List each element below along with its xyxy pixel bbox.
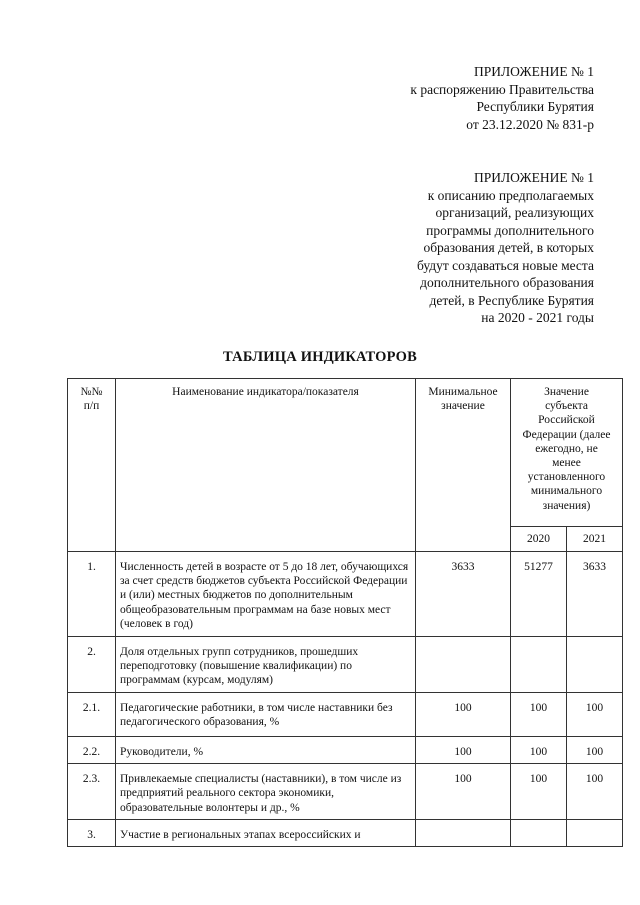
table-row <box>68 693 623 737</box>
row-number: 2. <box>68 637 116 693</box>
row-min-value: 3633 <box>416 552 511 637</box>
row-min-value: 100 <box>416 737 511 764</box>
table-title: ТАБЛИЦА ИНДИКАТОРОВ <box>223 349 417 365</box>
row-number: 2.1. <box>68 693 116 737</box>
appendix-line: ПРИЛОЖЕНИЕ № 1 <box>473 170 594 185</box>
row-indicator-name: Педагогические работники, в том числе наставники без педагогического образования, % <box>116 693 416 737</box>
row-value-2021: 3633 <box>567 552 623 637</box>
appendix-line: к распоряжению Правительства <box>410 81 594 97</box>
row-value-2020: 100 <box>511 737 567 764</box>
header-min-value: Минимальное значение <box>416 379 511 552</box>
row-value-2020: 100 <box>511 764 567 820</box>
header-indicator-name: Наименование индикатора/показателя <box>116 379 416 552</box>
header-year-2020: 2020 <box>511 527 567 552</box>
row-indicator-name: Руководители, % <box>116 737 416 764</box>
row-value-2021 <box>567 637 623 693</box>
appendix-line: будут создаваться новые места <box>416 257 594 273</box>
row-value-2021: 100 <box>567 737 623 764</box>
appendix-line: организаций, реализующих <box>435 205 594 220</box>
row-min-value: 100 <box>416 764 511 820</box>
row-min-value <box>416 820 511 847</box>
row-value-2020 <box>511 637 567 693</box>
row-indicator-name: Участие в региональных этапах всероссийских и <box>116 820 416 847</box>
row-indicator-name: Привлекаемые специалисты (наставники), в том числе из предприятий реального сектора экономики, образовательные волонтеры и др., % <box>116 764 416 820</box>
row-indicator-name: Доля отдельных групп сотрудников, прошедших переподготовку (повышение квалификации) по программам (курсам, модулям) <box>116 637 416 693</box>
table-row <box>68 820 623 847</box>
appendix-line: к описанию предполагаемых <box>427 187 594 203</box>
appendix-line: на 2020 - 2021 годы <box>481 310 594 325</box>
header-year-2021: 2021 <box>567 527 623 552</box>
indicators-table <box>67 378 623 847</box>
table-row <box>68 737 623 764</box>
row-min-value: 100 <box>416 693 511 737</box>
row-indicator-name: Численность детей в возрасте от 5 до 18 лет, обучающихся за счет средств бюджетов субъекта Российской Федерации и (или) местных бюджетов по дополнительным общеобразовательным программам на базе новых мест (человек в год) <box>116 552 416 637</box>
appendix-line: от 23.12.2020 № 831-р <box>466 116 594 132</box>
appendix-line: программы дополнительного <box>426 222 594 238</box>
header-number: №№ п/п <box>68 379 116 552</box>
row-number: 1. <box>68 552 116 637</box>
row-number: 2.2. <box>68 737 116 764</box>
row-min-value <box>416 637 511 693</box>
row-number: 3. <box>68 820 116 847</box>
appendix-header-1 <box>410 63 594 133</box>
row-value-2020 <box>511 820 567 847</box>
appendix-line: детей, в Республике Бурятия <box>429 292 594 308</box>
table-row <box>68 637 623 693</box>
row-value-2021 <box>567 820 623 847</box>
header-region-value: Значение субъекта Российской Федерации (далее ежегодно, не менее установленного минимального значения) <box>511 379 623 527</box>
table-row <box>68 764 623 820</box>
row-value-2021: 100 <box>567 693 623 737</box>
row-number: 2.3. <box>68 764 116 820</box>
appendix-line: образования детей, в которых <box>423 240 594 255</box>
row-value-2020: 51277 <box>511 552 567 637</box>
table-row <box>68 552 623 637</box>
appendix-header-2 <box>417 169 594 327</box>
row-value-2020: 100 <box>511 693 567 737</box>
appendix-line: ПРИЛОЖЕНИЕ № 1 <box>473 64 594 79</box>
row-value-2021: 100 <box>567 764 623 820</box>
appendix-line: дополнительного образования <box>420 275 594 290</box>
appendix-line: Республики Бурятия <box>476 99 594 114</box>
